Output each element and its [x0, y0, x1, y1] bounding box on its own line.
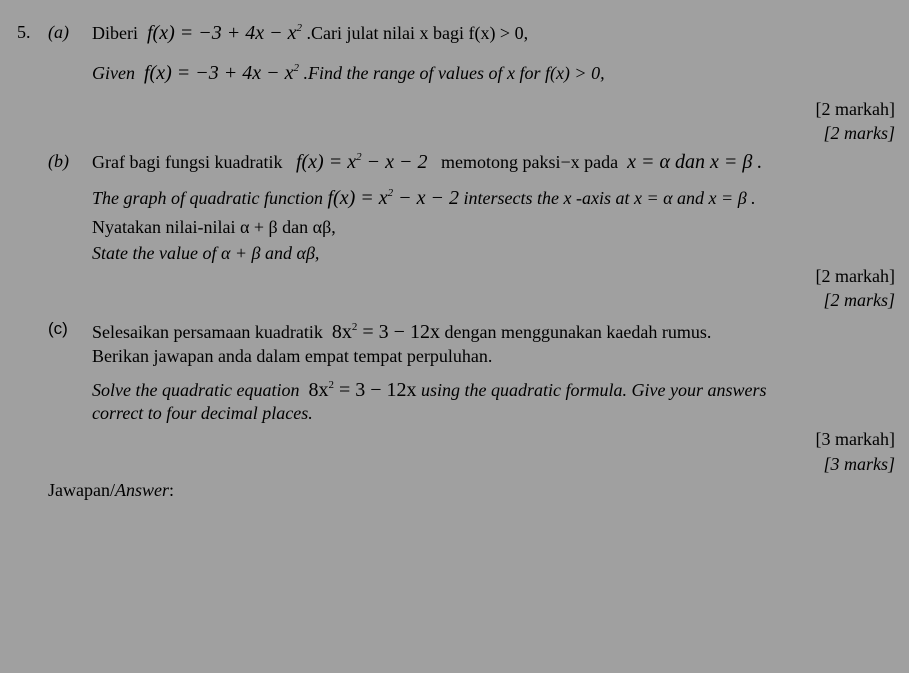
question-number: 5.: [17, 22, 31, 42]
answer-label: Jawapan/Answer:: [48, 480, 174, 500]
part-a-en-prefix: Given: [92, 63, 135, 83]
part-b-english-line-2: State the value of α + β and αβ,: [92, 243, 320, 263]
part-b-function: $f(x) = x^2 - x - 2$: [295, 151, 428, 173]
part-b-english-line: [92, 188, 756, 208]
part-a-english-line: [92, 63, 605, 83]
part-a-marks-ms: [2 markah]: [815, 99, 895, 119]
part-a-label: (a): [48, 22, 69, 42]
part-b-label: (b): [48, 151, 69, 171]
part-c-label: (c): [48, 319, 68, 338]
part-b-en-2: intersects the x -axis at x = α and x = β .: [463, 188, 756, 208]
part-b-en-1: The graph of quadratic function: [92, 188, 323, 208]
part-a-malay-line: [92, 23, 528, 43]
part-c-malay-line: [92, 322, 711, 342]
part-a-marks-en: [2 marks]: [823, 123, 895, 143]
part-b-malay-line: [92, 152, 762, 172]
part-c-english-line: [92, 380, 767, 400]
part-b-ms-2: memotong paksi−x pada: [440, 152, 619, 172]
part-b-marks-ms: [2 markah]: [815, 266, 895, 286]
part-c-ms-1: Selesaikan persamaan kuadratik: [92, 322, 323, 342]
part-c-equation-en: $8x^2 = 3 - 12x$: [308, 379, 417, 401]
part-b-marks-en: [2 marks]: [823, 290, 895, 310]
part-b-function-en: $f(x) = x^2 - x - 2$: [327, 187, 460, 209]
part-c-ms-2: dengan menggunakan kaedah rumus.: [444, 322, 712, 342]
part-b-malay-line-2: Nyatakan nilai-nilai α + β dan αβ,: [92, 217, 336, 237]
part-a-ms-prefix: Diberi: [92, 23, 138, 43]
part-b-ms-1: Graf bagi fungsi kuadratik: [92, 152, 283, 172]
part-c-marks-en: [3 marks]: [823, 454, 895, 474]
part-c-malay-line-2: Berikan jawapan anda dalam empat tempat perpuluhan.: [92, 346, 493, 366]
part-c-english-line-2: correct to four decimal places.: [92, 403, 313, 423]
part-c-en-1: Solve the quadratic equation: [92, 380, 300, 400]
part-a-ms-text: .Cari julat nilai x bagi f(x) > 0,: [306, 23, 529, 43]
part-a-function-en: $f(x) = -3 + 4x - x^2$: [143, 62, 299, 84]
part-b-ms-3: x = α dan x = β .: [627, 151, 763, 173]
part-c-marks-ms: [3 markah]: [815, 429, 895, 449]
part-c-equation: $8x^2 = 3 - 12x$: [331, 321, 440, 343]
part-a-function: $f(x) = -3 + 4x - x^2$: [146, 22, 302, 44]
part-c-en-2: using the quadratic formula. Give your answers: [421, 380, 767, 400]
part-a-en-text: .Find the range of values of x for f(x) > 0,: [303, 63, 605, 83]
